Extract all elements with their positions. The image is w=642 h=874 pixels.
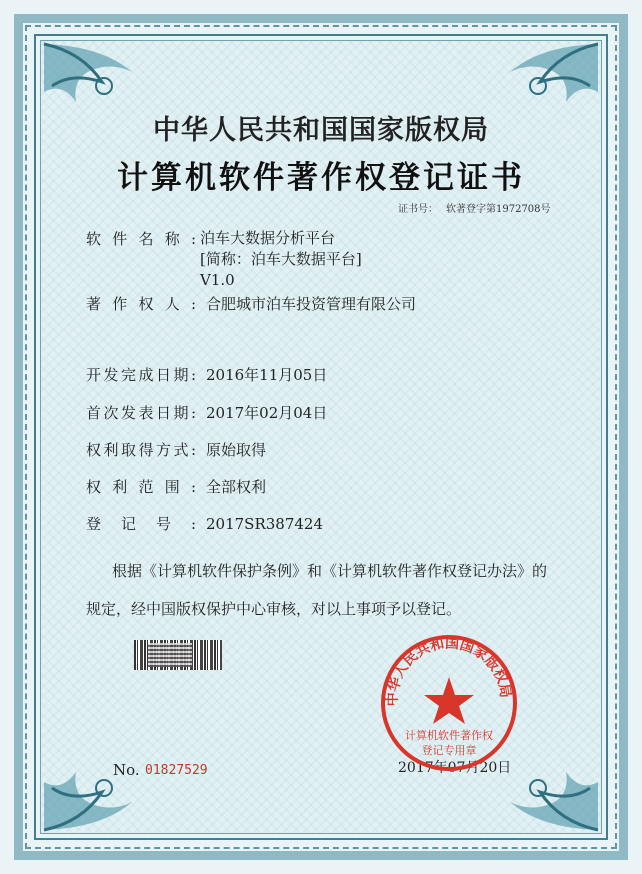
registration-no-value: 2017SR387424 [206,515,324,533]
dev-completion-date-label: 开发完成日期: [86,366,196,384]
rights-scope-label: 权利范围: [86,478,196,496]
field-first-publish-date [86,402,327,423]
registration-no-label: 登记号: [86,515,196,533]
rights-scope-value: 全部权利 [206,478,267,496]
field-copyright-owner [86,293,416,314]
software-name-label: 软件名称: [86,230,196,248]
field-rights-scope [86,476,266,497]
serial-number-label: No. [113,761,140,779]
software-name-line: 泊车大数据分析平台 [200,229,336,247]
copyright-owner-label: 著作权人: [86,295,196,313]
field-dev-completion-date [86,364,327,385]
first-publish-date-label: 首次发表日期: [86,404,196,422]
qr-code [148,643,192,667]
statement-line-2: 规定，经中国版权保护中心审核，对以上事项予以登记。 [86,600,462,618]
official-red-seal [378,632,520,774]
certificate-title: 计算机软件著作权登记证书 [117,160,525,196]
software-name-short-line: [简称：泊车大数据平台] [200,250,362,268]
software-version-line: V1.0 [200,271,235,289]
seal-inner-line-1: 计算机软件著作权 [405,729,493,742]
seal-inner-line-2: 登记专用章 [421,744,477,757]
field-acquisition-method [86,439,266,460]
issuing-authority: 中华人民共和国国家版权局 [153,115,489,146]
copyright-owner-value: 合肥城市泊车投资管理有限公司 [206,295,417,313]
statement-line-1: 根据《计算机软件保护条例》和《计算机软件著作权登记办法》的 [112,562,548,580]
certificate-number [398,200,559,215]
software-name-value [200,228,362,291]
serial-number-value: 01827529 [145,763,208,778]
certificate-number-label: 证书号： [398,204,438,215]
first-publish-date-value: 2017年02月04日 [206,404,328,422]
field-registration-no [86,513,323,534]
dev-completion-date-value: 2016年11月05日 [206,366,328,384]
acquisition-method-value: 原始取得 [206,441,267,459]
barcode [134,640,222,670]
issue-date: 2017年07月20日 [398,760,512,776]
field-software-name [86,228,206,249]
corner-ornament-bottom-left [42,732,162,832]
seal-outer-text: 中华人民共和国国家版权局 [384,635,514,707]
acquisition-method-label: 权利取得方式: [86,441,196,459]
certificate-number-value: 软著登字第1972708号 [446,204,551,215]
